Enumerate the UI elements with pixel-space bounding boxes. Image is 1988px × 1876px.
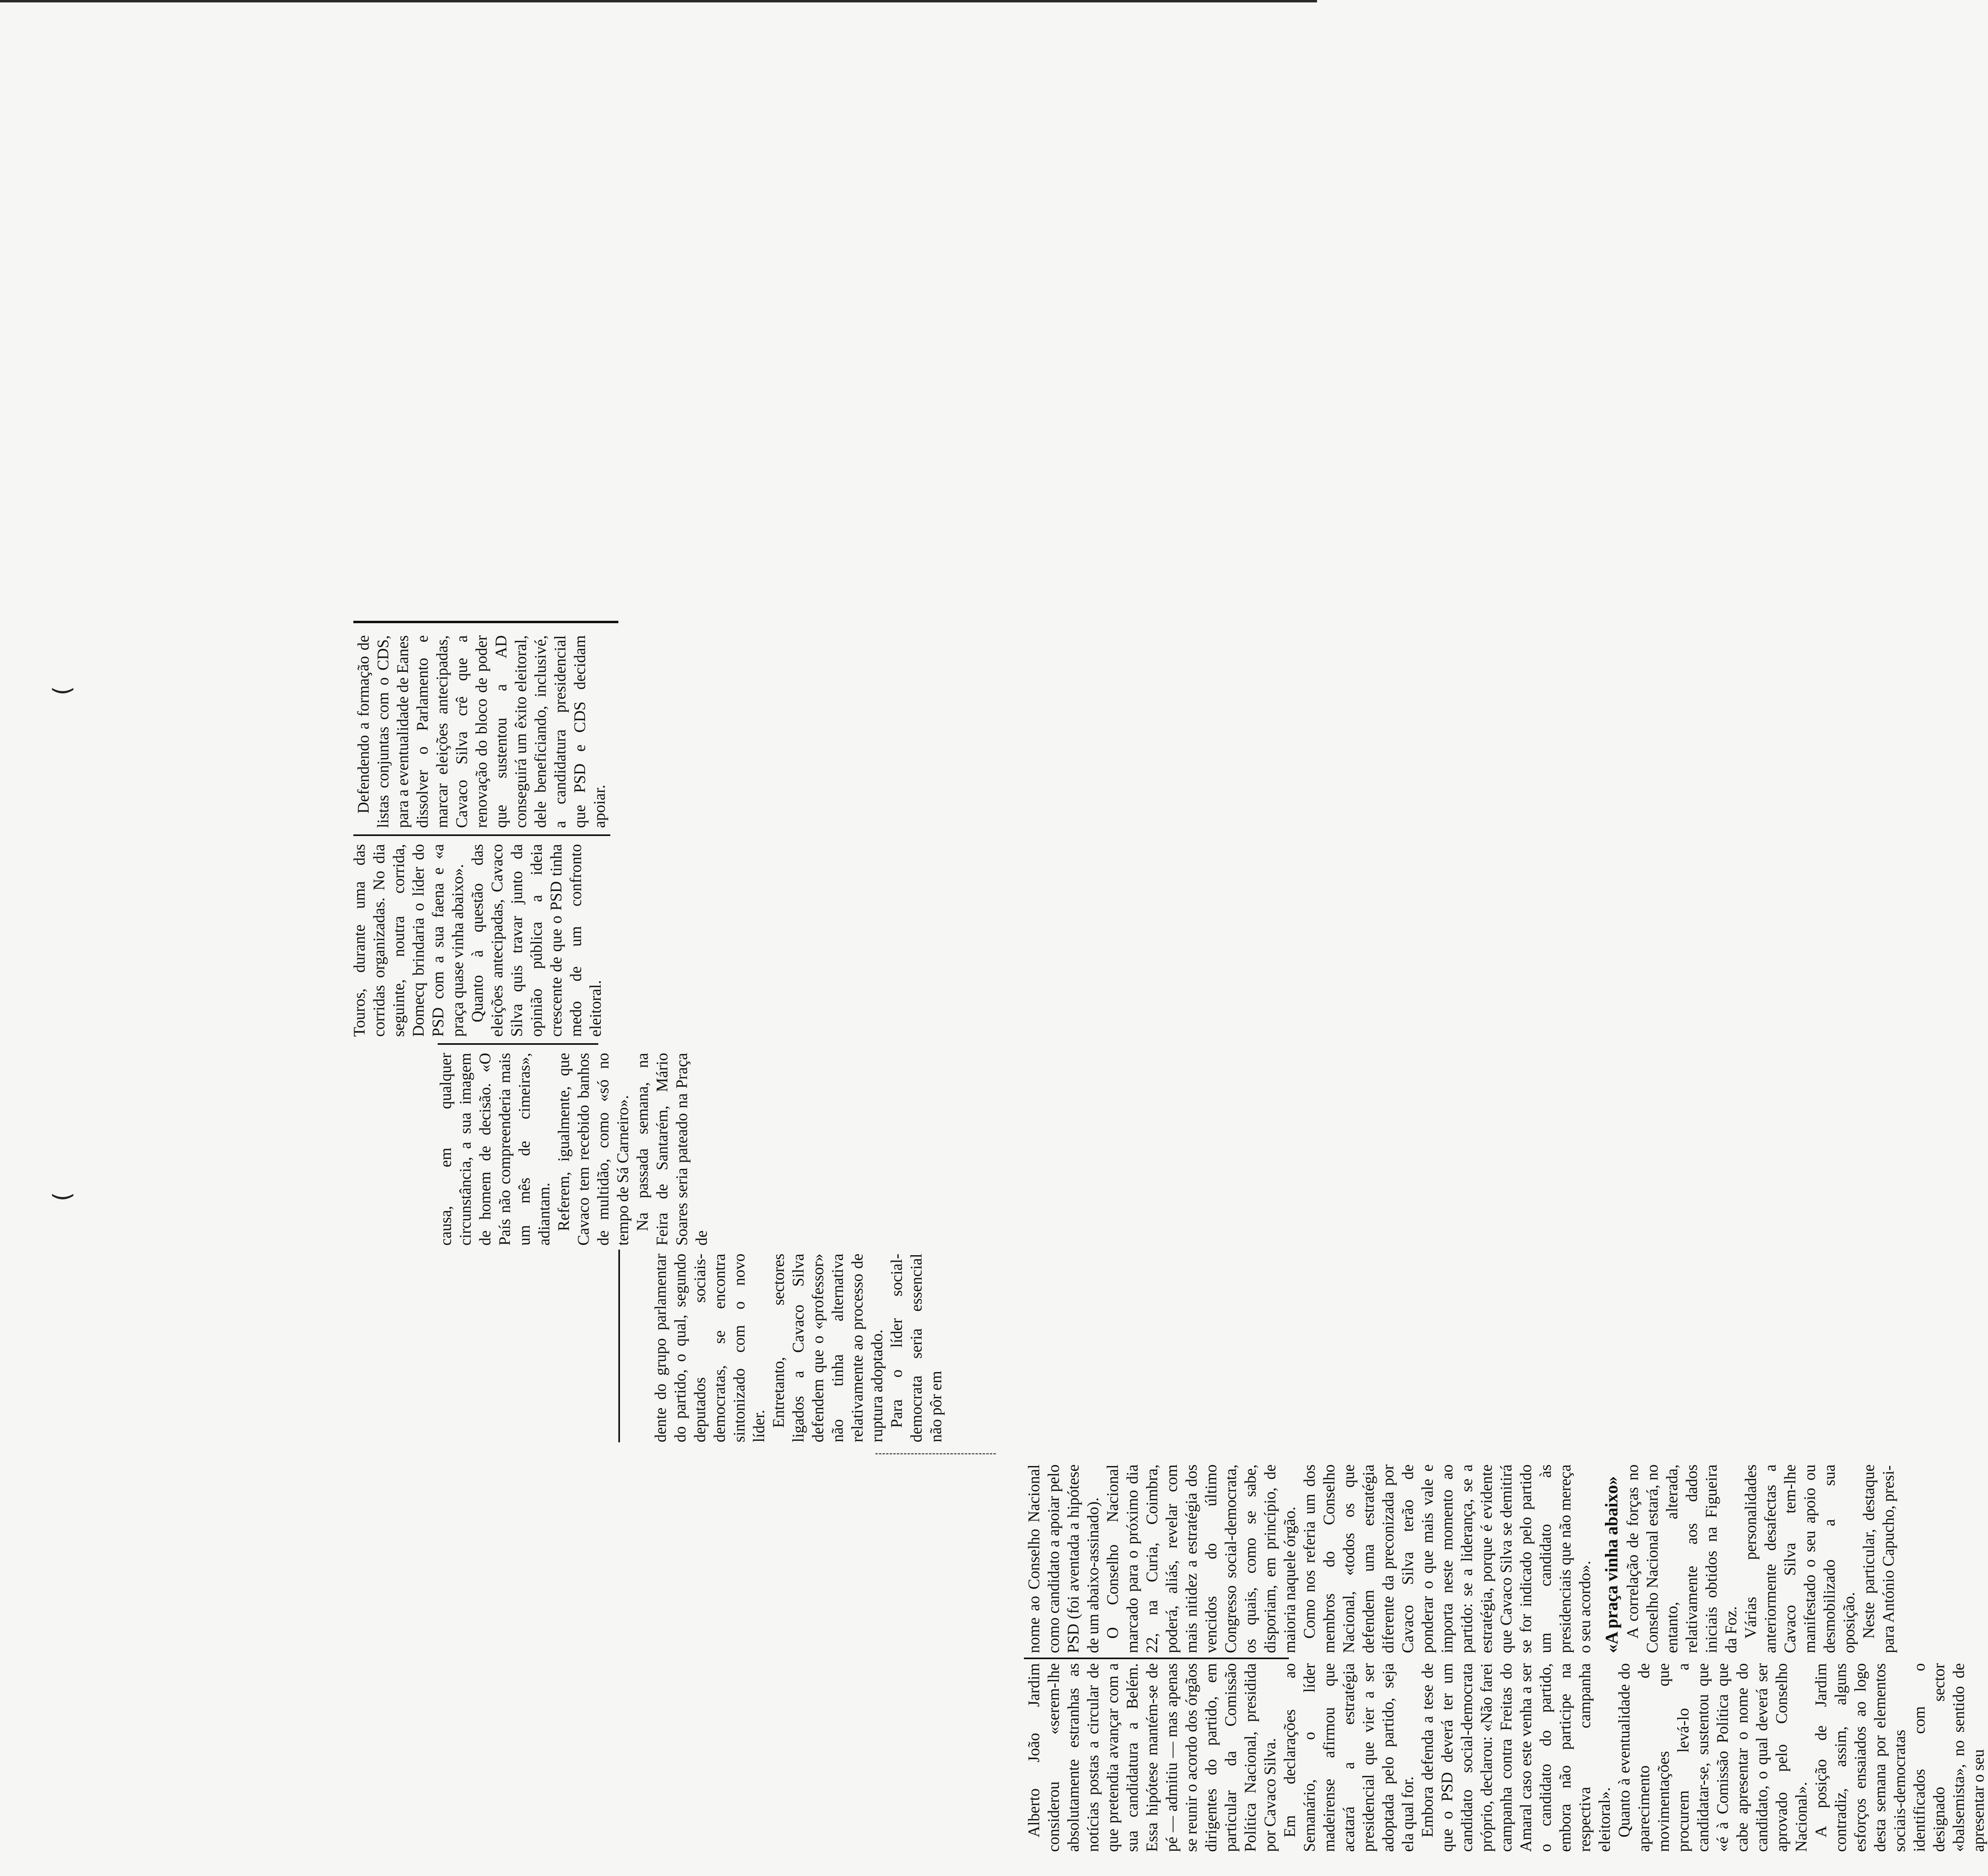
column-rule [1024, 1658, 1289, 1659]
article-column-6 [353, 635, 609, 828]
scan-mark: ( [48, 1192, 76, 1201]
paragraph: A correlação de forças no Conselho Nacional estará, no entanto, alterada, relativamente aos dados iniciais obtidos na Figueira da Foz. [1623, 1464, 1740, 1653]
article-column-4 [436, 1053, 711, 1246]
paragraph: Várias personalidades anteriormente desafectas a Cavaco Silva tem-lhe manifestado o seu apoio ou desmobilizado a sua oposição. [1741, 1464, 1858, 1653]
paragraph: dente do grupo parlamentar do partido, o qual, segundo deputados sociais-democratas, se encontra sintonizado com o novo líder. [651, 1254, 768, 1442]
subheading: «A praça vinha abaixo» [1602, 1476, 1621, 1653]
scan-mark: ( [48, 686, 76, 695]
column-rule [438, 1043, 598, 1045]
paragraph: Alberto João Jardim considerou «serem-lhe absolutamente estranhas as notícias postas a circular de que pretendia avançar com a sua candidatura a Belém. Essa hipótese mantém-se de pé — admitiu — mas apenas se reunir o acordo dos órgãos dirigentes do partido, em particular da Comissão Política Nacional, presidida por Cavaco Silva. [1025, 1663, 1279, 1852]
paragraph: O Conselho Nacional marcado para o próximo dia 22, na Curia, Coimbra, poderá, aliás, revelar com mais nitidez a estratégia dos vencidos do último Congresso social-democrata, os quais, como se sabe, disporiam, em princípio, de maioria naquele órgão. [1103, 1464, 1299, 1653]
paragraph: Como nos referia um dos membros do Conselho Nacional, «todos os que defendem uma estratégia diferente da preconizada por Cavaco Silva terão de ponderar o que mais vale e importa neste momento ao partido: se a liderança, se a estratégia, porque é evidente que Cavaco Silva se demitirá se for indicado pelo partido um candidato às presidenciais que não mereça o seu acordo». [1300, 1464, 1594, 1653]
column-rule [353, 834, 610, 836]
article-column-3 [650, 1254, 946, 1442]
column-divider-dashed [875, 1453, 996, 1454]
paragraph: Touros, durante uma das corridas organizadas. No dia seguinte, noutra corrida, Domecq brindaria o líder do PSD com a sua faena e «a praça quase vinha abaixo». [350, 844, 467, 1037]
paragraph: Entretanto, sectores ligados a Cavaco Silva defendem que o «professor» não tinha alternativa relativamente ao processo de ruptura adoptado. [769, 1254, 886, 1442]
article-column-5 [349, 844, 605, 1037]
paragraph: causa, em qualquer circunstância, a sua imagem de homem de decisão. «O País não compreenderia mais um mês de cimeiras», adiantam. [436, 1053, 553, 1246]
paragraph: Em declarações ao Semanário, o líder madeirense afirmou que acatará a estratégia presidencial que vier a ser adoptada pelo partido, seja ela qual for. [1280, 1663, 1417, 1852]
column-end-rule [618, 1250, 620, 1442]
paragraph: Para o líder social-democrata seria essencial não pôr em [887, 1254, 945, 1442]
paragraph: Referem, igualmente, que Cavaco tem recebido banhos de multidão, como «só no tempo de Sá Carneiro». [555, 1053, 632, 1246]
article-column-2 [1024, 1464, 1898, 1653]
paragraph: Quanto à questão das eleições antecipadas, Cavaco Silva quis travar junto da opinião pública a ideia crescente de que o PSD tinha medo de um confronto eleitoral. [468, 844, 604, 1037]
paragraph: Defendendo a formação de listas conjuntas com o CDS, para a eventualidade de Eanes dissolver o Parlamento e marcar eleições antecipadas, Cavaco Silva crê que a renovação do bloco de poder que sustentou a AD conseguirá um êxito eleitoral, dele beneficiando, inclusivé, a candidatura presidencial que PSD e CDS decidam apoiar. [354, 635, 608, 828]
article-column-1 [1024, 1663, 1988, 1852]
article-end-rule [353, 621, 618, 623]
paragraph: Neste particular, destaque para António Capucho, presi- [1860, 1464, 1897, 1653]
paragraph: nome ao Conselho Nacional como candidato a apoiar pelo PSD (foi aventada a hipótese de um abaixo-assinado). [1025, 1464, 1102, 1653]
paragraph: Na passada semana, na Feira de Santarém, Mário Soares seria pateado na Praça de [633, 1053, 710, 1246]
paragraph: Embora defenda a tese de que o PSD deverá ter um candidato social-democrata próprio, declarou: «Não farei campanha contra Freitas do Amaral caso este venha a ser o candidato do partido, embora não participe na respectiva campanha eleitoral». [1418, 1663, 1613, 1852]
paragraph: Quanto à eventualidade do aparecimento de movimentações que procurem levá-lo a candidatar-se, sustentou que «é à Comissão Política que cabe apresentar o nome do candidato, o qual deverá ser aprovado pelo Conselho Nacional». [1615, 1663, 1810, 1852]
paragraph: A posição de Jardim contradiz, assim, alguns esforços ensaiados ao logo desta semana por elementos sociais-democratas identificados com o designado sector «balsemista», no sentido de apresentar o seu [1812, 1663, 1987, 1852]
